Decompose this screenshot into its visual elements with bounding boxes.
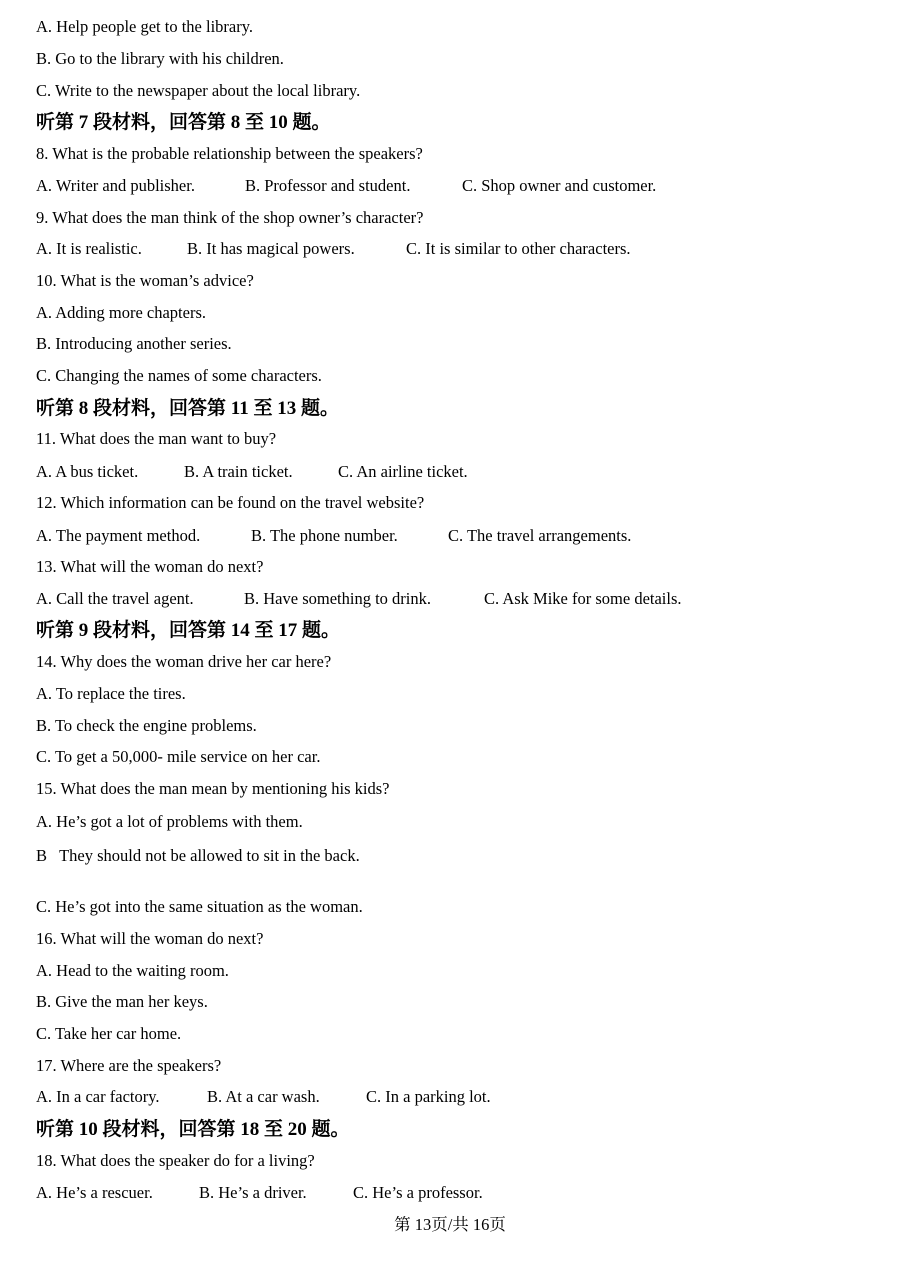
option-line: C. Take her car home.	[36, 1024, 182, 1043]
question-text: 18. What does the speaker do for a living?	[36, 1151, 315, 1170]
question-text: 8. What is the probable relationship between the speakers?	[36, 144, 423, 163]
question-text: 16. What will the woman do next?	[36, 929, 264, 948]
option-a: A. In a car factory.	[36, 1087, 160, 1106]
option-b: B. It has magical powers.	[187, 239, 355, 258]
section-heading: 听第 8 段材料，回答第 11 至 13 题。	[36, 398, 339, 419]
option-a: A. A bus ticket.	[36, 462, 139, 481]
option-b: B. He’s a driver.	[199, 1183, 307, 1202]
option-a: A. Writer and publisher.	[36, 176, 195, 195]
option-c: C. It is similar to other characters.	[406, 239, 631, 258]
question-text: 12. Which information can be found on the travel website?	[36, 493, 425, 512]
option-b: B. Professor and student.	[245, 176, 411, 195]
option-a: A. Call the travel agent.	[36, 589, 194, 608]
option-line: A. Head to the waiting room.	[36, 961, 229, 980]
section-heading: 听第 7 段材料，回答第 8 至 10 题。	[36, 112, 331, 133]
question-text: 11. What does the man want to buy?	[36, 429, 277, 448]
question-text: 9. What does the man think of the shop owner’s character?	[36, 208, 424, 227]
option-line: C. Write to the newspaper about the local library.	[36, 81, 361, 100]
question-text: 17. Where are the speakers?	[36, 1056, 222, 1075]
question-text: 14. Why does the woman drive her car here?	[36, 652, 332, 671]
option-line: B. Introducing another series.	[36, 334, 232, 353]
option-b: B. The phone number.	[251, 526, 398, 545]
option-line: B. Give the man her keys.	[36, 992, 208, 1011]
option-b: B. A train ticket.	[184, 462, 293, 481]
option-c: C. He’s a professor.	[353, 1183, 483, 1202]
option-line: A. Adding more chapters.	[36, 303, 207, 322]
option-c: C. Shop owner and customer.	[462, 176, 657, 195]
section-heading: 听第 9 段材料，回答第 14 至 17 题。	[36, 620, 341, 641]
option-line: C. Changing the names of some characters.	[36, 366, 322, 385]
option-line: C. He’s got into the same situation as the woman.	[36, 897, 363, 916]
option-c: C. In a parking lot.	[366, 1087, 491, 1106]
question-text: 15. What does the man mean by mentioning his kids?	[36, 779, 390, 798]
option-line: A. He’s got a lot of problems with them.	[36, 812, 303, 831]
question-text: 10. What is the woman’s advice?	[36, 271, 254, 290]
option-line: B They should not be allowed to sit in the back.	[36, 846, 360, 865]
page-number: 第 13页/共 16页	[394, 1215, 506, 1234]
option-line: A. Help people get to the library.	[36, 17, 254, 36]
option-b: B. At a car wash.	[207, 1087, 320, 1106]
option-line: C. To get a 50,000- mile service on her car.	[36, 747, 321, 766]
option-line: B. To check the engine problems.	[36, 716, 257, 735]
option-c: C. Ask Mike for some details.	[484, 589, 682, 608]
option-c: C. An airline ticket.	[338, 462, 468, 481]
question-text: 13. What will the woman do next?	[36, 557, 264, 576]
option-line: B. Go to the library with his children.	[36, 49, 284, 68]
option-line: A. To replace the tires.	[36, 684, 186, 703]
option-a: A. It is realistic.	[36, 239, 142, 258]
option-a: A. The payment method.	[36, 526, 201, 545]
section-heading: 听第 10 段材料，回答第 18 至 20 题。	[36, 1119, 350, 1140]
option-a: A. He’s a rescuer.	[36, 1183, 153, 1202]
option-c: C. The travel arrangements.	[448, 526, 632, 545]
option-b: B. Have something to drink.	[244, 589, 431, 608]
